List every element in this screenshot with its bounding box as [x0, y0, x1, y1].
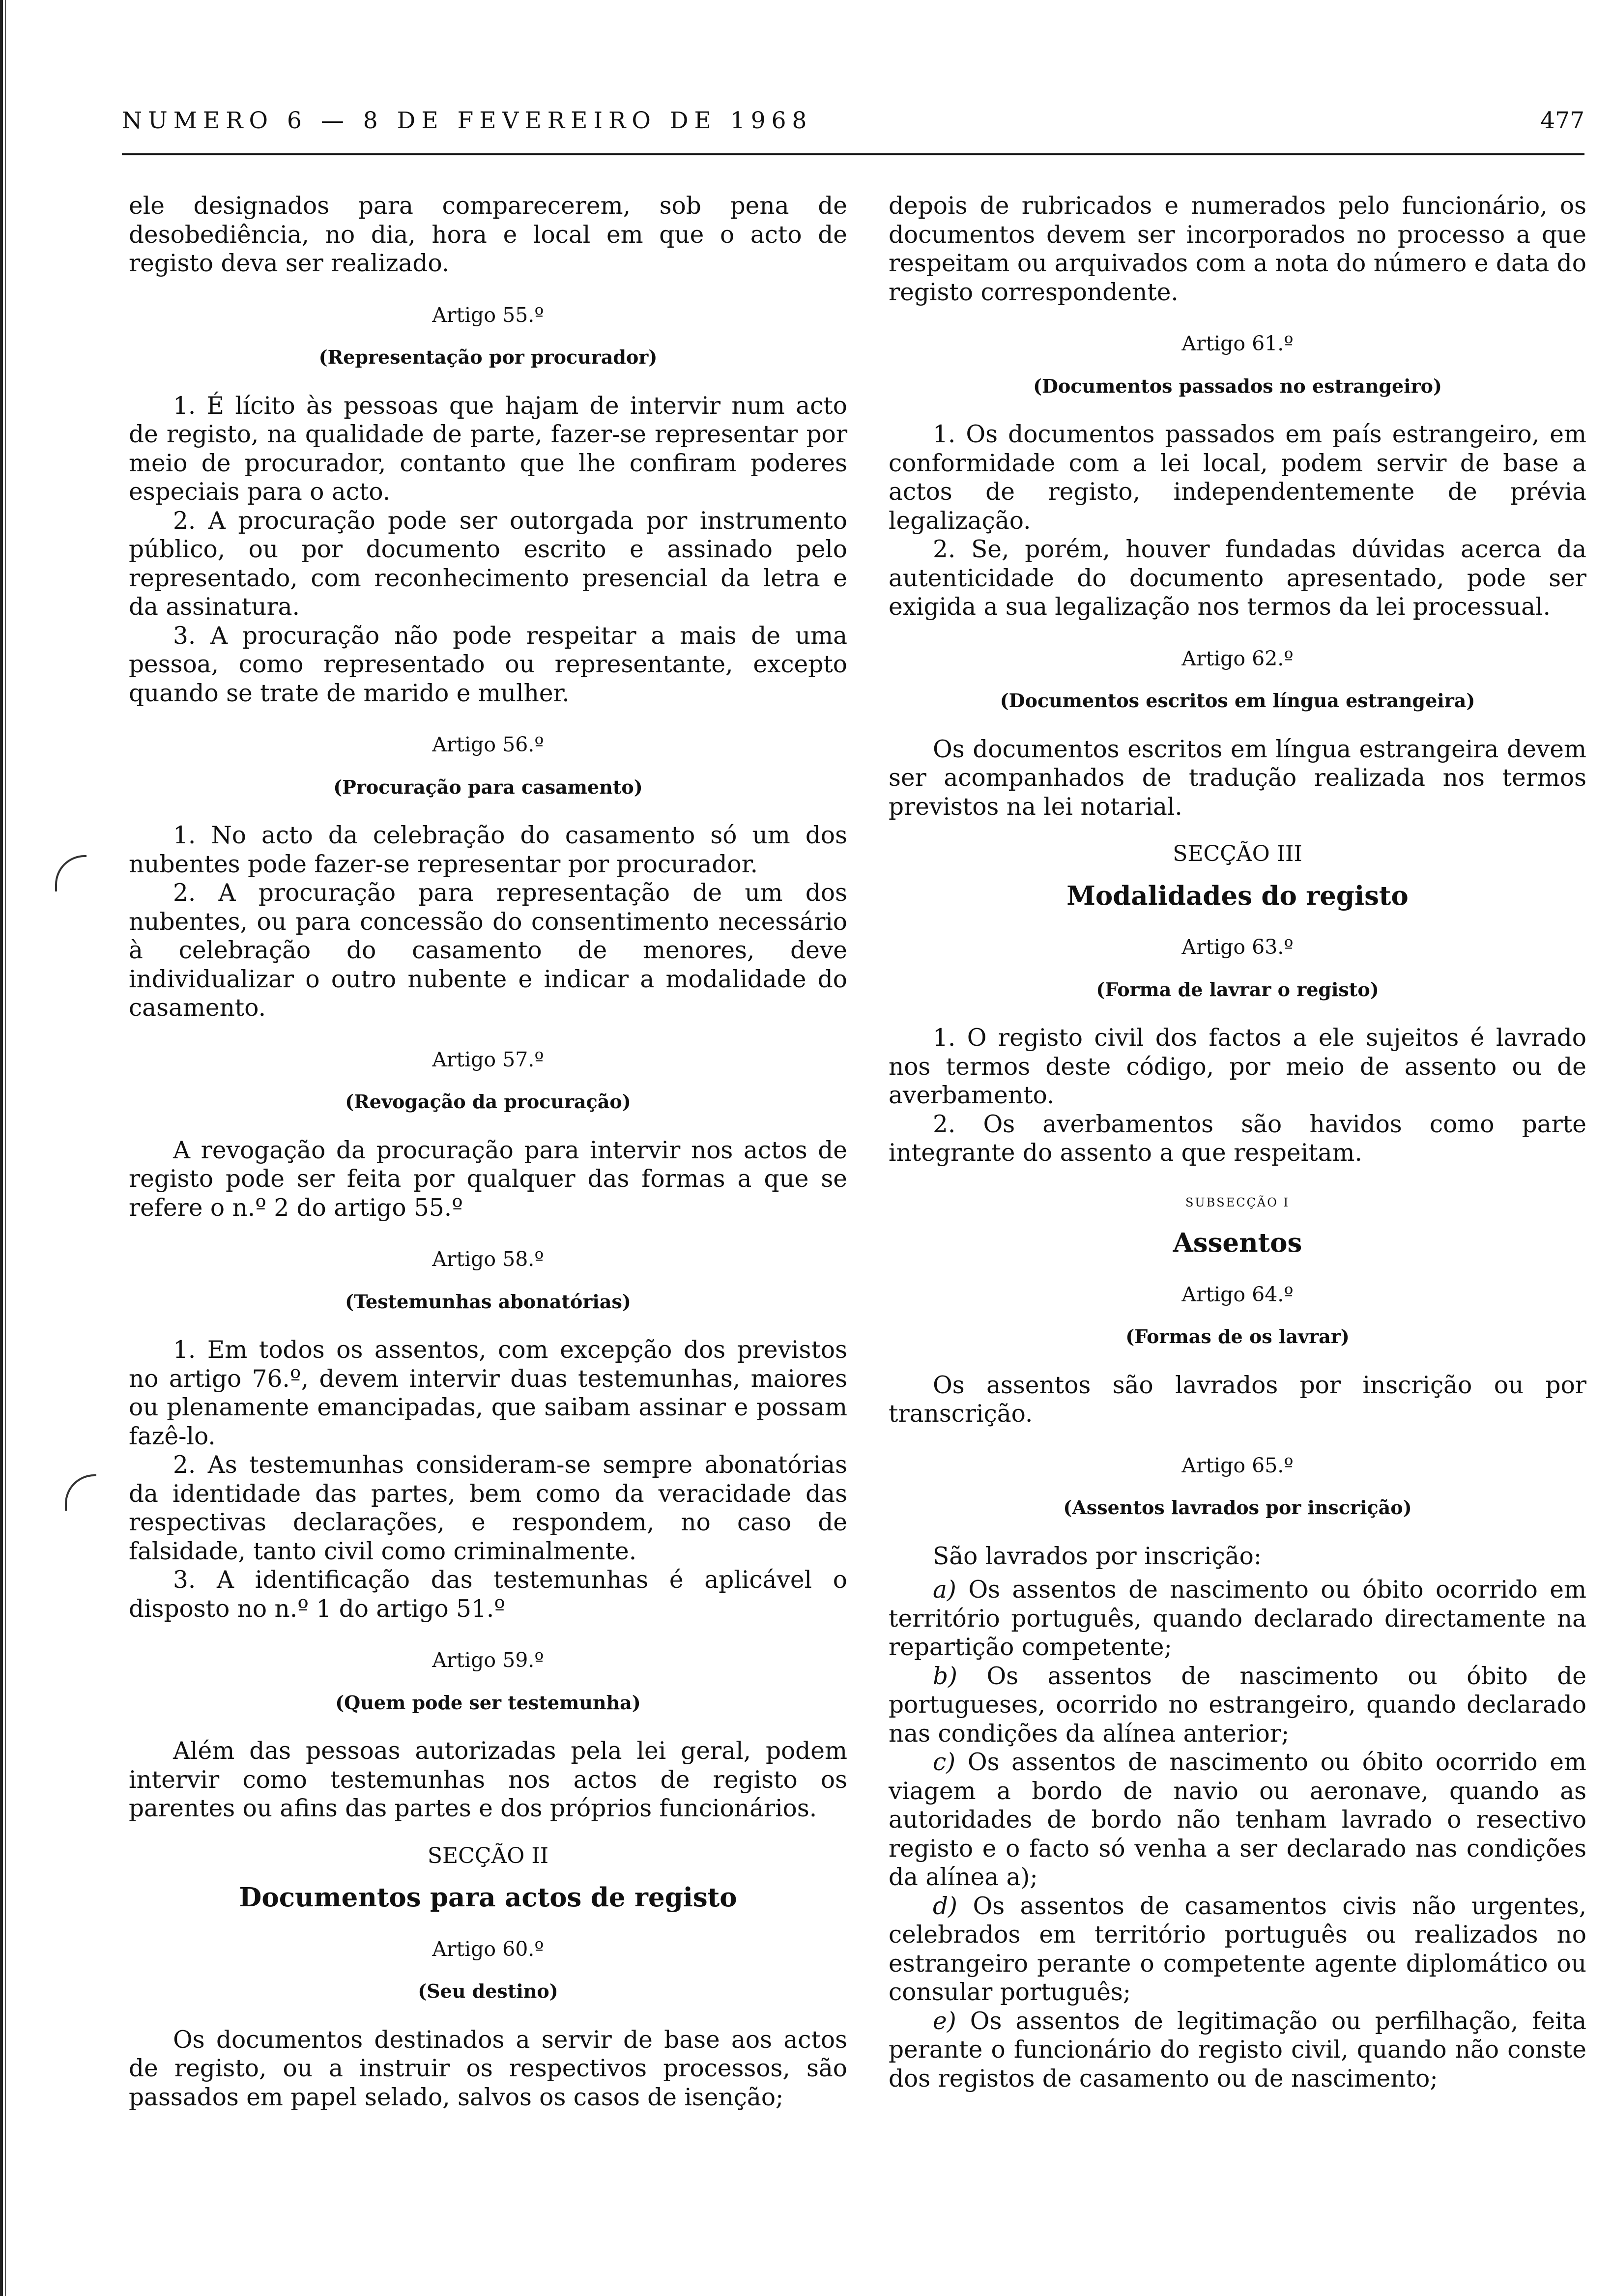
paragraph: 1. É lícito às pessoas que hajam de intervir num acto de registo, na qualidade de parte, fazer-se representar por meio de procurador, contanto que lhe confiram poderes especiais para o acto. [129, 392, 847, 506]
article-heading: Artigo 64.º [1181, 1282, 1294, 1306]
left-column [129, 192, 847, 2112]
list-item [889, 1576, 1586, 1662]
item-text: Os assentos de nascimento ou óbito ocorrido em território português, quando declarado directamente na repartição competente; [889, 1576, 1586, 1661]
section-label: SECÇÃO II [427, 1843, 549, 1868]
list-item [889, 1892, 1586, 2007]
article-epigraph: (Testemunhas abonatórias) [345, 1290, 631, 1313]
item-letter: d) [933, 1892, 957, 1920]
margin-mark [65, 1474, 96, 1511]
paragraph: Além das pessoas autorizadas pela lei geral, podem intervir como testemunhas nos actos de registo os parentes ou afins das partes e dos próprios funcionários. [129, 1737, 847, 1822]
item-text: Os assentos de nascimento ou óbito ocorrido em viagem a bordo de navio ou aeronave, quando as autoridades de bordo não tenham lavrado o resectivo registo e o facto só venha a ser declarado nas condições da alínea a); [889, 1749, 1586, 1891]
article-heading: Artigo 63.º [1181, 935, 1294, 959]
list-item [889, 2007, 1586, 2094]
paragraph: ele designados para comparecerem, sob pena de desobediência, no dia, hora e local em que o acto de registo deva ser realizado. [129, 192, 847, 277]
article-heading: Artigo 65.º [1181, 1453, 1294, 1477]
paragraph: 3. A identificação das testemunhas é aplicável o disposto no n.º 1 do artigo 51.º [129, 1566, 847, 1623]
article-heading: Artigo 56.º [432, 733, 544, 756]
paragraph: São lavrados por inscrição: [933, 1542, 1262, 1570]
page-number: 477 [1540, 107, 1584, 134]
paragraph: A revogação da procuração para intervir nos actos de registo pode ser feita por qualquer das formas a que se refere o n.º 2 do artigo 55.º [129, 1136, 847, 1222]
section-label: SECÇÃO III [1173, 841, 1302, 866]
paragraph: 2. Se, porém, houver fundadas dúvidas acerca da autenticidade do documento apresentado, pode ser exigida a sua legalização nos termos da lei processual. [889, 536, 1586, 621]
paragraph: depois de rubricados e numerados pelo funcionário, os documentos devem ser incorporados no processo a que respeitam ou arquivados com a nota do número e data do registo correspondente. [889, 192, 1586, 306]
article-heading: Artigo 57.º [432, 1047, 544, 1071]
paragraph: 2. A procuração pode ser outorgada por instrumento público, ou por documento escrito e assinado pelo representado, com reconhecimento presencial da letra e da assinatura. [129, 507, 847, 621]
article-heading: Artigo 60.º [432, 1937, 544, 1961]
article-epigraph: (Revogação da procuração) [345, 1091, 631, 1113]
item-letter: c) [933, 1749, 956, 1776]
item-letter: e) [933, 2007, 956, 2035]
item-letter: a) [933, 1576, 956, 1604]
paragraph: Os documentos destinados a servir de base aos actos de registo, ou a instruir os respectivos processos, são passados em papel selado, salvos os casos de isenção; [129, 2026, 847, 2111]
subsection-label: SUBSECÇÃO I [1185, 1195, 1290, 1209]
paragraph: Os documentos escritos em língua estrangeira devem ser acompanhados de tradução realizada nos termos previstos na lei notarial. [889, 735, 1586, 821]
article-epigraph: (Representação por procurador) [318, 346, 658, 368]
paragraph: 2. A procuração para representação de um dos nubentes, ou para concessão do consentimento necessário à celebração do casamento de menores, deve individualizar o outro nubente e indicar a modalidade do casamento. [129, 879, 847, 1022]
article-heading: Artigo 59.º [432, 1648, 544, 1672]
item-text: Os assentos de legitimação ou perfilhação, feita perante o funcionário do registo civil, quando não conste dos registos de casamento ou de nascimento; [889, 2007, 1586, 2093]
article-heading: Artigo 55.º [432, 303, 544, 327]
paragraph: 1. Em todos os assentos, com excepção dos previstos no artigo 76.º, devem intervir duas testemunhas, maiores ou plenamente emancipadas, que saibam assinar e possam fazê-lo. [129, 1336, 847, 1450]
paragraph: Os assentos são lavrados por inscrição ou por transcrição. [889, 1371, 1586, 1428]
item-letter: b) [933, 1662, 957, 1690]
article-epigraph: (Quem pode ser testemunha) [335, 1691, 641, 1714]
subsection-title: Assentos [1173, 1228, 1302, 1258]
paragraph: 2. Os averbamentos são havidos como parte integrante do assento a que respeitam. [889, 1110, 1586, 1167]
article-epigraph: (Documentos passados no estrangeiro) [1033, 374, 1442, 397]
paragraph: 1. Os documentos passados em país estrangeiro, em conformidade com a lei local, podem servir de base a actos de registo, independentemente de prévia legalização. [889, 421, 1586, 535]
article-epigraph: (Assentos lavrados por inscrição) [1063, 1496, 1412, 1519]
paragraph: 3. A procuração não pode respeitar a mais de uma pessoa, como representado ou representante, excepto quando se trate de marido e mulher. [129, 622, 847, 707]
header-rule [122, 153, 1584, 155]
article-epigraph: (Procuração para casamento) [333, 775, 643, 798]
paragraph: 2. As testemunhas consideram-se sempre abonatórias da identidade das partes, bem como da veracidade das respectivas declarações, e respondem, no caso de falsidade, tanto civil como criminalmente. [129, 1451, 847, 1565]
section-title: Modalidades do registo [1066, 880, 1409, 911]
list-item [889, 1662, 1586, 1749]
article-heading: Artigo 62.º [1181, 646, 1294, 670]
list-item [889, 1748, 1586, 1892]
article-epigraph: (Forma de lavrar o registo) [1096, 978, 1379, 1001]
scan-edge-line [0, 0, 3, 2296]
paragraph: 1. O registo civil dos factos a ele sujeitos é lavrado nos termos deste código, por meio de assento ou de averbamento. [889, 1024, 1586, 1109]
article-heading: Artigo 58.º [432, 1247, 544, 1271]
article-epigraph: (Documentos escritos em língua estrangeira) [1000, 689, 1475, 712]
right-column [889, 192, 1586, 2093]
paragraph: 1. No acto da celebração do casamento só um dos nubentes pode fazer-se representar por procurador. [129, 822, 847, 878]
article-epigraph: (Seu destino) [418, 1980, 558, 2002]
margin-mark [55, 855, 86, 891]
item-text: Os assentos de casamentos civis não urgentes, celebrados em território português ou realizados no estrangeiro perante o competente agente diplomático ou consular português; [889, 1892, 1587, 2006]
article-heading: Artigo 61.º [1181, 332, 1294, 355]
item-text: Os assentos de nascimento ou óbito de portugueses, ocorrido no estrangeiro, quando declarado nas condições da alínea anterior; [889, 1662, 1586, 1748]
header-title: NUMERO 6 — 8 DE FEVEREIRO DE 1968 [122, 107, 813, 134]
page-header [122, 107, 1584, 137]
section-title: Documentos para actos de registo [239, 1882, 737, 1913]
scan-edge-line-inner [5, 0, 6, 2296]
article-epigraph: (Formas de os lavrar) [1125, 1325, 1350, 1348]
